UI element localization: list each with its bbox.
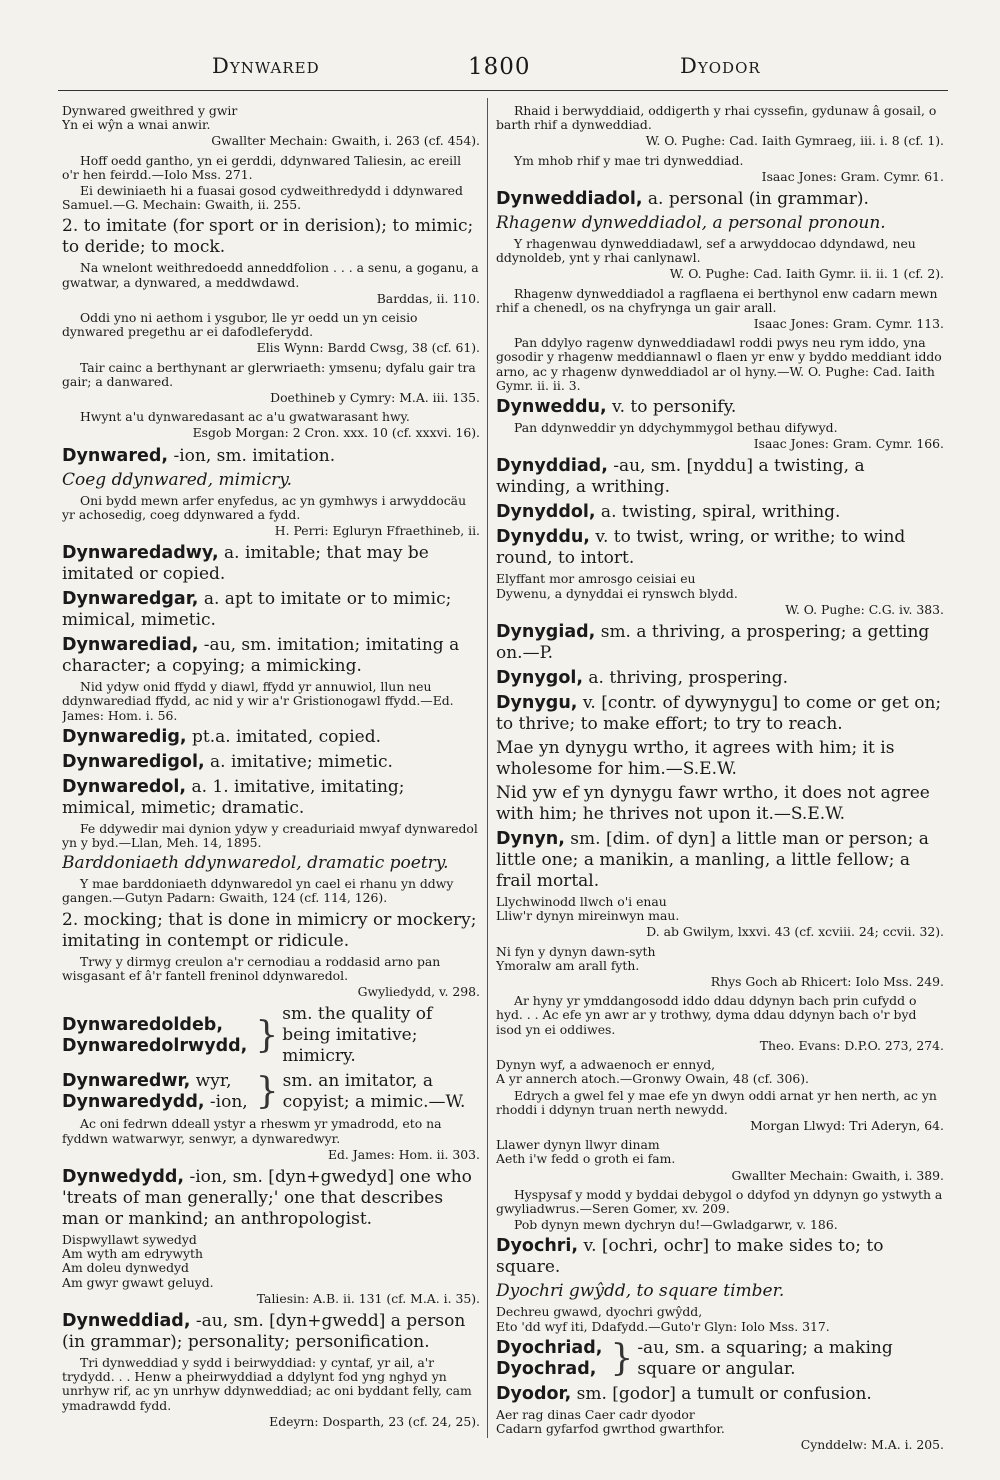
headword: Dynwedydd, xyxy=(62,1166,185,1187)
quotation: Fe ddywedir mai dynion ydyw y creaduriaid mwyaf dynwaredol yn y byd.—Llan, Meh. 14, 1895. xyxy=(62,820,478,851)
definition: pt.a. imitated, copied. xyxy=(186,726,382,747)
subentry: Rhagenw dynweddiadol, a personal pronoun. xyxy=(496,213,886,234)
citation: Rhys Goch ab Rhicert: Iolo Mss. 249. xyxy=(710,974,944,990)
headword: Dynygiad, xyxy=(496,622,596,643)
subentry: Barddoniaeth ddynwaredol, dramatic poetry. xyxy=(62,853,449,874)
definition: sm. [dim. of dyn] a little man or person; a little one; a manikin, a manling, a little fellow; a frail mortal. xyxy=(496,829,929,892)
quotation: Na wnelont weithredoedd anneddfolion . . . a senu, a goganu, a gwatwar, a dynwared, a meddwdawd. xyxy=(62,260,479,290)
definition: a. twisting, spiral, writhing. xyxy=(595,502,841,523)
quotation: Pan ddylyo ragenw dynweddiadawl roddi pwys neu rym iddo, yna gosodir y rhagenw meddiannawl o flaen yr enw y byddo meddiant iddo arno, ac y rhagenw dynweddiadol ar ol hyny.—W. O. Pughe: Cad. Iaith Gymr. ii. ii. 3. xyxy=(496,335,942,393)
subentry: Dyochri gwŷdd, to square timber. xyxy=(496,1281,785,1302)
entry xyxy=(496,668,944,689)
quotation xyxy=(496,572,944,600)
quotation: Ym mhob rhif y mae tri dynweddiad. xyxy=(514,152,744,168)
quotation: Hyspysaf y modd y byddai debygol o ddyfod yn ddynyn go ystwyth a gwyliadwrus.—Seren Gomer, xv. 209. xyxy=(496,1186,943,1216)
headword: Dynwaredigol, xyxy=(62,751,205,772)
sense: 2. to imitate (for sport or in derision); to mimic; to deride; to mock. xyxy=(62,216,474,258)
definition: a. imitable; that may be imitated or copied. xyxy=(62,543,429,585)
quotation: Ar hyny yr ymddangosodd iddo ddau ddynyn bach prin cufydd o hyd. . . Ac efe yn awr ar y trothwy, dyma ddau ddynyn bach o'r byd isod yn ei oddiwes. xyxy=(496,993,917,1037)
headword: Dynweddiad, xyxy=(62,1310,191,1331)
definition: a. 1. imitative, imitating; mimical, mimetic; dramatic. xyxy=(62,776,405,818)
entry xyxy=(496,693,944,735)
quotation: Pan ddynweddir yn ddychymmygol bethau difywyd. xyxy=(514,420,838,436)
quotation: Oni bydd mewn arfer enyfedus, ac yn gymhwys i arwyddocäu yr achosedig, coeg ddynwared a fydd. xyxy=(62,492,467,522)
header-right-guideword: Dyodor xyxy=(680,54,761,78)
quotation: Tri dynweddiad y sydd i beirwyddiad: y cyntaf, yr ail, a'r trydydd. . . Henw a pheirwyddiad a ddylynt fod yng nghyd yn unrhyw rif, ac yn unrhyw ddynweddiad; ac oni byddant felly, cam ymadrawdd fydd. xyxy=(62,1354,472,1413)
verse-line: Dynyn wyf, a adwaenoch er ennyd, xyxy=(496,1057,716,1073)
definition: sm. the quality of being imitative; mimicry. xyxy=(282,1004,433,1067)
citation: Taliesin: A.B. ii. 131 (cf. M.A. i. 35). xyxy=(256,1290,480,1306)
verse-line: Dywenu, a dynyddai ei rynswch blydd. xyxy=(496,585,738,601)
citation: Isaac Jones: Gram. Cymr. 61. xyxy=(761,168,944,184)
citation: Isaac Jones: Gram. Cymr. 166. xyxy=(753,436,944,452)
inflection: wyr, xyxy=(190,1071,232,1092)
headword: Dynyddol, xyxy=(496,502,596,523)
verse-line: Am gwyr gwawt geluyd. xyxy=(62,1274,214,1290)
headword: Dynwaredadwy, xyxy=(62,543,219,564)
definition: sm. a thriving, a prospering; a getting on.—P. xyxy=(496,622,930,664)
verse-line: A yr annerch atoch.—Gronwy Owain, 48 (cf. 306). xyxy=(496,1071,809,1087)
quotation xyxy=(62,104,480,132)
quotation: Ac oni fedrwn ddeall ystyr a rheswm yr ymadrodd, eto na fyddwn watwarwyr, senwyr, a dynwaredwyr. xyxy=(62,1116,442,1146)
entry xyxy=(496,189,944,210)
quotation: Hwynt a'u dynwaredasant ac a'u gwatwarasant hwy. xyxy=(80,409,410,425)
quotation xyxy=(496,1138,944,1166)
sense: 2. mocking; that is done in mimicry or mockery; imitating in contempt or ridicule. xyxy=(62,909,477,951)
verse-line: Lliw'r dynyn mireinwyn mau. xyxy=(496,908,680,924)
headword: Dynwaredwr, xyxy=(62,1071,191,1092)
definition: -au, sm. [dyn+gwedd] a person (in grammar); personality; personification. xyxy=(62,1310,466,1352)
verse-line: Elyffant mor amrosgo ceisiai eu xyxy=(496,571,696,587)
citation: W. O. Pughe: Cad. Iaith Gymr. ii. ii. 1 (cf. 2). xyxy=(669,266,944,282)
definition: v. [ochri, ochr] to make sides to; to square. xyxy=(496,1236,884,1278)
brace: } xyxy=(610,1337,634,1379)
entry xyxy=(62,752,480,773)
verse-line: Cadarn gyfarfod gwrthod gwarthfor. xyxy=(496,1420,725,1436)
citation: Isaac Jones: Gram. Cymr. 113. xyxy=(753,316,944,332)
quotation: Edrych a gwel fel y mae efe yn dwyn oddi arnat yr hen nerth, ac yn rhoddi i ddynyn truan nerth newydd. xyxy=(496,1087,937,1117)
quotation: Oddi yno ni aethom i ysgubor, lle yr oedd un yn ceisio dynwared pregethu ar ei dafodleferydd. xyxy=(62,310,418,340)
headword: Dynwaredig, xyxy=(62,726,187,747)
left-column xyxy=(62,104,480,1434)
inflection: -ion, xyxy=(204,1092,248,1113)
headword: Dynwared, xyxy=(62,445,169,466)
definition: a. imitative; mimetic. xyxy=(204,751,393,772)
citation: Ed. James: Hom. ii. 303. xyxy=(327,1146,480,1162)
headword: Dynygol, xyxy=(496,668,583,689)
citation: Esgob Morgan: 2 Cron. xxx. 10 (cf. xxxvi. 16). xyxy=(192,425,480,441)
quotation: Rhagenw dynweddiadol a ragflaena ei berthynol enw cadarn mewn rhif a chenedl, os na chyfrynga un gair arall. xyxy=(496,285,938,315)
citation: Gwallter Mechain: Gwaith, i. 389. xyxy=(731,1167,944,1183)
citation: W. O. Pughe: C.G. iv. 383. xyxy=(785,601,944,617)
headword: Dyodor, xyxy=(496,1383,572,1404)
citation: Gwallter Mechain: Gwaith, i. 263 (cf. 454). xyxy=(211,133,480,149)
verse-line: Dechreu gwawd, dyochri gwŷdd, xyxy=(496,1304,703,1320)
entry xyxy=(496,622,944,664)
definition: -ion, sm. [dyn+gwedyd] one who 'treats of man generally;' one that describes man or mankind; an anthropologist. xyxy=(62,1166,472,1229)
definition: a. thriving, prospering. xyxy=(583,668,789,689)
entry xyxy=(62,635,480,677)
entry xyxy=(62,1167,480,1230)
verse-line: Am wyth am edrywyth xyxy=(62,1246,203,1262)
citation: H. Perri: Egluryn Ffraethineb, ii. xyxy=(274,523,480,539)
header-rule xyxy=(58,90,948,91)
quotation xyxy=(496,895,944,923)
definition: -au, sm. imitation; imitating a character; a copying; a mimicking. xyxy=(62,635,460,677)
definition: sm. an imitator, a copyist; a mimic.—W. xyxy=(282,1071,466,1113)
quotation xyxy=(496,945,944,973)
headword: Dynweddu, xyxy=(496,397,607,418)
definition: -ion, sm. imitation. xyxy=(168,445,336,466)
quotation: Hoff oedd gantho, yn ei gerddi, ddynwared Taliesin, ac ereill o'r hen feirdd.—Iolo Mss. 271. xyxy=(62,152,462,182)
verse-line: Llawer dynyn llwyr dinam xyxy=(496,1137,660,1153)
citation: D. ab Gwilym, lxxvi. 43 (cf. xcviii. 24; ccvii. 32). xyxy=(646,924,944,940)
quotation xyxy=(496,1305,944,1333)
headword: Dynwaredolrwydd, xyxy=(62,1035,248,1056)
definition: a. apt to imitate or to mimic; mimical, mimetic. xyxy=(62,589,452,631)
subentry: Nid yw ef yn dynygu fawr wrtho, it does not agree with him; he thrives not upon it.—S.E.W. xyxy=(496,783,930,825)
verse-line: Yn ei wŷn a wnai anwir. xyxy=(62,117,211,133)
headword: Dynyddiad, xyxy=(496,456,608,477)
entry-pair xyxy=(496,1338,944,1380)
headword: Dynwaredoldeb, xyxy=(62,1014,223,1035)
headword: Dynwaredydd, xyxy=(62,1092,205,1113)
entry xyxy=(496,456,944,498)
quotation xyxy=(62,1233,480,1290)
quotation: Y mae barddoniaeth ddynwaredol yn cael ei rhanu yn ddwy gangen.—Gutyn Padarn: Gwaith, 124 (cf. 114, 126). xyxy=(62,876,454,906)
entry xyxy=(496,397,944,418)
definition: a. personal (in grammar). xyxy=(642,189,869,210)
headword: Dynyddu, xyxy=(496,527,590,548)
citation: Theo. Evans: D.P.O. 273, 274. xyxy=(759,1037,944,1053)
definition: v. [contr. of dywynygu] to come or get on; to thrive; to make effort; to try to reach. xyxy=(496,693,942,735)
quotation: Rhaid i berwyddiaid, oddigerth y rhai cyssefin, gydunaw â gosail, o barth rhif a dynweddiad. xyxy=(496,104,937,133)
verse-line: Ni fyn y dynyn dawn-syth xyxy=(496,943,656,959)
entry xyxy=(62,446,480,467)
headword: Dyochrad, xyxy=(496,1358,597,1379)
headword: Dynwarediad, xyxy=(62,635,199,656)
header-left-guideword: Dynwared xyxy=(212,54,320,78)
entry xyxy=(62,1311,480,1353)
definition: sm. [godor] a tumult or confusion. xyxy=(571,1383,872,1404)
brace: } xyxy=(255,1071,279,1113)
verse-line: Am doleu dynwedyd xyxy=(62,1260,189,1276)
quotation: Trwy y dirmyg creulon a'r cernodiau a roddasid arno pan wisgasant ef â'r fantell freninol ddynwaredol. xyxy=(62,953,441,983)
citation: Gwyliedydd, v. 298. xyxy=(357,984,480,1000)
quotation xyxy=(496,1408,944,1436)
entry xyxy=(62,727,480,748)
entry xyxy=(496,502,944,523)
citation: Cynddelw: M.A. i. 205. xyxy=(800,1437,944,1453)
headword: Dynyn, xyxy=(496,829,565,850)
page-number: 1800 xyxy=(468,54,531,80)
citation: Edeyrn: Dosparth, 23 (cf. 24, 25). xyxy=(269,1413,480,1429)
subentry: Mae yn dynygu wrtho, it agrees with him; it is wholesome for him.—S.E.W. xyxy=(496,738,895,780)
entry-pair xyxy=(62,1004,480,1067)
citation: Doethineb y Cymry: M.A. iii. 135. xyxy=(270,390,480,406)
citation: Barddas, ii. 110. xyxy=(376,290,480,306)
headword: Dynweddiadol, xyxy=(496,189,643,210)
definition: v. to personify. xyxy=(606,397,737,418)
verse-line: Aer rag dinas Caer cadr dyodor xyxy=(496,1406,695,1422)
entry xyxy=(496,527,944,569)
headword: Dynwaredol, xyxy=(62,776,187,797)
definition: v. to twist, wring, or writhe; to wind round, to intort. xyxy=(496,527,906,569)
brace: } xyxy=(255,1014,279,1056)
quotation: Y rhagenwau dynweddiadawl, sef a arwyddocao ddyndawd, neu ddynoldeb, ynt y rhai canlynawl. xyxy=(496,236,916,266)
headword: Dynwaredgar, xyxy=(62,589,199,610)
subentry: Coeg ddynwared, mimicry. xyxy=(62,469,292,490)
citation: Morgan Llwyd: Tri Aderyn, 64. xyxy=(750,1117,944,1133)
quotation xyxy=(496,1058,944,1086)
verse-line: Eto 'dd wyf iti, Ddafydd.—Guto'r Glyn: Iolo Mss. 317. xyxy=(496,1318,830,1334)
verse-line: Ymoralw am arall fyth. xyxy=(496,957,640,973)
definition: -au, sm. a squaring; a making square or angular. xyxy=(637,1337,893,1379)
quotation: Pob dynyn mewn dychryn du!—Gwladgarwr, v. 186. xyxy=(514,1217,838,1233)
right-column xyxy=(496,104,944,1457)
quotation: Nid ydyw onid ffydd y diawl, ffydd yr annuwiol, llun neu ddynwarediad ffydd, ac nid y wir a'r Gristionogawl ffydd.—Ed. James: Hom. i. 56. xyxy=(62,679,454,723)
headword: Dyochri, xyxy=(496,1236,579,1257)
headword: Dynygu, xyxy=(496,693,578,714)
entry xyxy=(62,543,480,585)
column-divider xyxy=(487,98,488,1438)
entry xyxy=(496,829,944,892)
verse-line: Aeth i'w fedd o groth ei fam. xyxy=(496,1151,676,1167)
quotation: Ei dewiniaeth hi a fuasai gosod cydweithredydd i ddynwared Samuel.—G. Mechain: Gwaith, ii. 255. xyxy=(62,183,463,213)
citation: W. O. Pughe: Cad. Iaith Gymraeg, iii. i. 8 (cf. 1). xyxy=(645,133,944,149)
entry xyxy=(496,1236,944,1278)
entry-pair xyxy=(62,1071,480,1113)
quotation: Tair cainc a berthynant ar glerwriaeth: ymsenu; dyfalu gair tra gair; a danwared. xyxy=(62,359,476,389)
verse-line: Dispwyllawt sywedyd xyxy=(62,1231,197,1247)
entry xyxy=(496,1384,944,1405)
entry xyxy=(62,777,480,819)
headword: Dyochriad, xyxy=(496,1337,603,1358)
entry xyxy=(62,589,480,631)
citation: Elis Wynn: Bardd Cwsg, 38 (cf. 61). xyxy=(256,340,480,356)
definition: -au, sm. [nyddu] a twisting, a winding, a writhing. xyxy=(496,456,865,498)
verse-line: Dynwared gweithred y gwir xyxy=(62,104,238,118)
page-header xyxy=(0,50,1000,90)
verse-line: Llychwinodd llwch o'i enau xyxy=(496,894,667,910)
